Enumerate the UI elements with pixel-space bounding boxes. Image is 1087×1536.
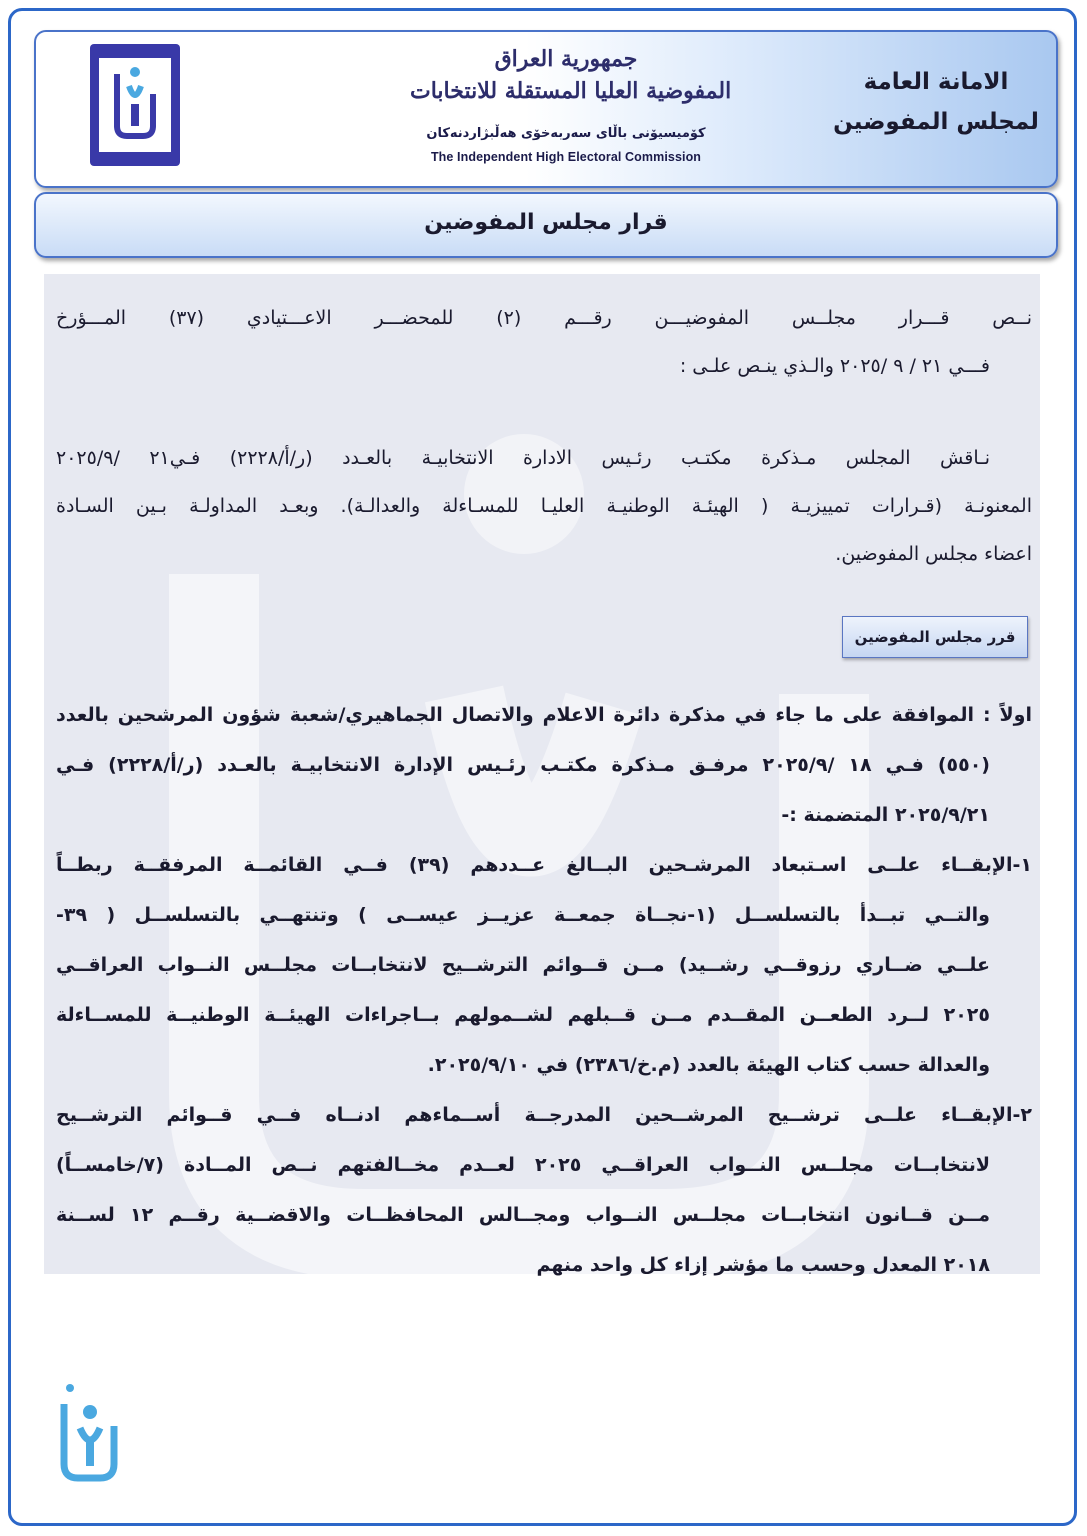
item1-line: ١-الإبقــاء علــى اسـتبعاد المرشـحين البــالغ عــددهم (٣٩) فــي القائمــة المرفقــة ربطــاً (56, 854, 1032, 876)
org-arabic-line2: المفوضية العليا المستقلة للانتخابات (410, 78, 732, 104)
secretariat-line2: لمجلس المفوضين (833, 109, 1039, 135)
intro-line: فـــي ٢١ / ٩ /٢٠٢٥ والـذي ينـص علـى : (679, 355, 990, 377)
ihec-logo-icon (48, 1378, 128, 1492)
item2-line: لانتخابــات مجلــس النــواب العراقــي ٢٠٢٥ لعــدم مخــالفتهم نــص المــادة (٧/خامســاً) (56, 1154, 991, 1176)
discussion-paragraph (56, 434, 1032, 578)
org-arabic-line1: جمهورية العراق (494, 46, 638, 72)
secretariat-title (826, 62, 1046, 142)
decision-first-line: ٢٠٢٥/٩/٢١ المتضمنة :- (781, 804, 990, 826)
decision-label: قرر مجلس المفوضين (842, 616, 1028, 658)
discussion-line: نـاقش المجلس مـذكرة مكتـب رئـيس الادارة الانتخابيـة بالعـدد (ر/أ/٢٢٢٨) فـي٢١ /٢٠٢٥/٩ (56, 447, 991, 469)
item2-line: ٢٠١٨ المعدل وحسب ما مؤشر إزاء كل واحد منهم (536, 1254, 990, 1276)
organization-name (410, 46, 732, 176)
document-title: قرار مجلس المفوضين (34, 192, 1058, 258)
ihec-logo-icon (90, 44, 180, 166)
item2-line: مــن قــانون انتخابــات مجلــس النــواب ومجــالس المحافظــات والاقضــية رقــم ١٢ لســنة (56, 1204, 990, 1226)
decisions-section (56, 690, 1032, 1290)
item1-line: والتــي تبــدأ بالتسلســل (١-نجــاة جمعــة عزيــز عيســى ) وتنتهــي بالتسلســل ( ٣٩- (56, 904, 990, 926)
item1-line: علــي ضــاري رزوقــي رشــيد) مــن قــوائم الترشــيح لانتخابــات مجلــس النــواب العراقــي (56, 954, 990, 976)
decision-first-line: (٥٥٠) فـي ١٨ /٢٠٢٥/٩ مرفـق مـذكرة مكتـب رئـيس الإدارة الانتخابيـة بالعـدد (ر/أ/٢٢٢٨) فـي (56, 754, 990, 776)
intro-line: نــص قـــرار مجلــس المفوضيـــن رقـــم (٢) للمحضـــر الاعـــتيادي (٣٧) المـــؤرخ (56, 307, 1032, 329)
org-kurdish-name: كۆمیسیۆنی باڵای سەربەخۆی هەڵبژاردنەکان (426, 126, 706, 141)
discussion-line: المعنونـة (قـرارات تمييزيـة ( الهيئـة الوطنيـة العليـا للمسـاءلة والعدالـة). وبعـد المداولـة بـين السـادة (56, 495, 1032, 517)
intro-paragraph (56, 294, 1032, 390)
item2-line: ٢-الإبقــاء علــى ترشــيح المرشــحين المدرجــة أســماءهم ادنــاه فــي قــوائم الترشــيح (56, 1104, 1032, 1126)
item1-line: ٢٠٢٥ لــرد الطعــن المقــدم مــن قــبلهم لشــمولهم بــاجراءات الهيئــة الوطنيــة للمســاءلة (56, 1004, 990, 1026)
decision-first-line: اولاً : الموافقة على ما جاء في مذكرة دائرة الاعلام والاتصال الجماهيري/شعبة شؤون المرشحين بالعدد (56, 704, 1032, 726)
header-banner (34, 30, 1058, 188)
secretariat-line1: الامانة العامة (863, 69, 1009, 95)
org-english-name: The Independent High Electoral Commission (430, 150, 702, 164)
discussion-line: اعضاء مجلس المفوضين. (835, 543, 1032, 565)
item1-line: والعدالة حسب كتاب الهيئة بالعدد (م.خ/٢٣٨٦) في ٢٠٢٥/٩/١٠. (427, 1054, 990, 1076)
